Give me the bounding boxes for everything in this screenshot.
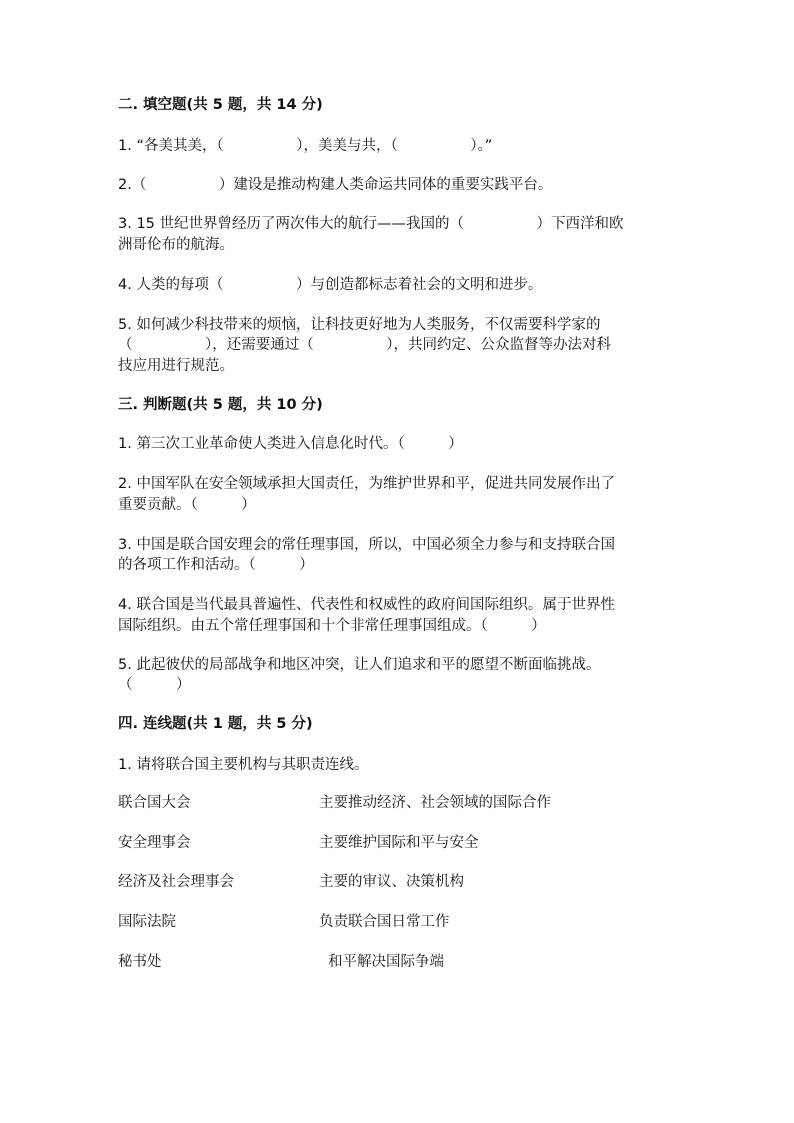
section-2-heading: 二. 填空题(共 5 题，共 14 分) (118, 97, 323, 113)
judge-question-4-line-1: 4. 联合国是当代最具普遍性、代表性和权威性的政府间国际组织。属于世界性 (118, 597, 615, 613)
fill-question-4: 4. 人类的每项（ ）与创造都标志着社会的文明和进步。 (118, 277, 543, 293)
fill-question-2: 2.（ ）建设是推动构建人类命运共同体的重要实践平台。 (118, 177, 553, 193)
fill-question-5-line-2: （ ），还需要通过（ ），共同约定、公众监督等办法对科 (118, 337, 611, 353)
judge-question-1: 1. 第三次工业革命使人类进入信息化时代。（ ） (118, 436, 463, 452)
match-right-item: 主要维护国际和平与安全 (319, 835, 479, 851)
match-left-item: 安全理事会 (118, 835, 191, 851)
match-right-item: 和平解决国际争端 (328, 954, 444, 970)
judge-question-5-line-2: （ ） (118, 677, 191, 693)
fill-question-3-line-2: 洲哥伦布的航海。 (118, 237, 234, 253)
section-4-heading: 四. 连线题(共 1 题，共 5 分) (118, 716, 313, 732)
judge-question-5-line-1: 5. 此起彼伏的局部战争和地区冲突，让人们追求和平的愿望不断面临挑战。 (118, 657, 601, 673)
match-question-1: 1. 请将联合国主要机构与其职责连线。 (118, 757, 369, 773)
judge-question-3-line-1: 3. 中国是联合国安理会的常任理事国，所以，中国必须全力参与和支持联合国 (118, 537, 615, 553)
match-right-item: 主要推动经济、社会领域的国际合作 (319, 795, 551, 811)
match-left-item: 国际法院 (118, 914, 176, 930)
match-left-item: 经济及社会理事会 (118, 874, 234, 890)
fill-question-5-line-3: 技应用进行规范。 (118, 358, 234, 374)
match-right-item: 负责联合国日常工作 (319, 914, 450, 930)
section-3-heading: 三. 判断题(共 5 题，共 10 分) (118, 397, 323, 413)
judge-question-2-line-2: 重要贡献。（ ） (118, 497, 256, 513)
fill-question-1: 1. “各美其美，（ ），美美与共，（ ）。” (118, 138, 493, 154)
match-left-item: 秘书处 (118, 954, 162, 970)
fill-question-5-line-1: 5. 如何减少科技带来的烦恼，让科技更好地为人类服务，不仅需要科学家的 (118, 317, 601, 333)
fill-question-3-line-1: 3. 15 世纪世界曾经历了两次伟大的航行——我国的（ ）下西洋和欧 (118, 216, 624, 232)
match-left-item: 联合国大会 (118, 795, 191, 811)
match-right-item: 主要的审议、决策机构 (319, 874, 464, 890)
judge-question-3-line-2: 的各项工作和活动。（ ） (118, 557, 314, 573)
judge-question-2-line-1: 2. 中国军队在安全领域承担大国责任，为维护世界和平，促进共同发展作出了 (118, 476, 615, 492)
judge-question-4-line-2: 国际组织。由五个常任理事国和十个非常任理事国组成。（ ） (118, 618, 546, 634)
